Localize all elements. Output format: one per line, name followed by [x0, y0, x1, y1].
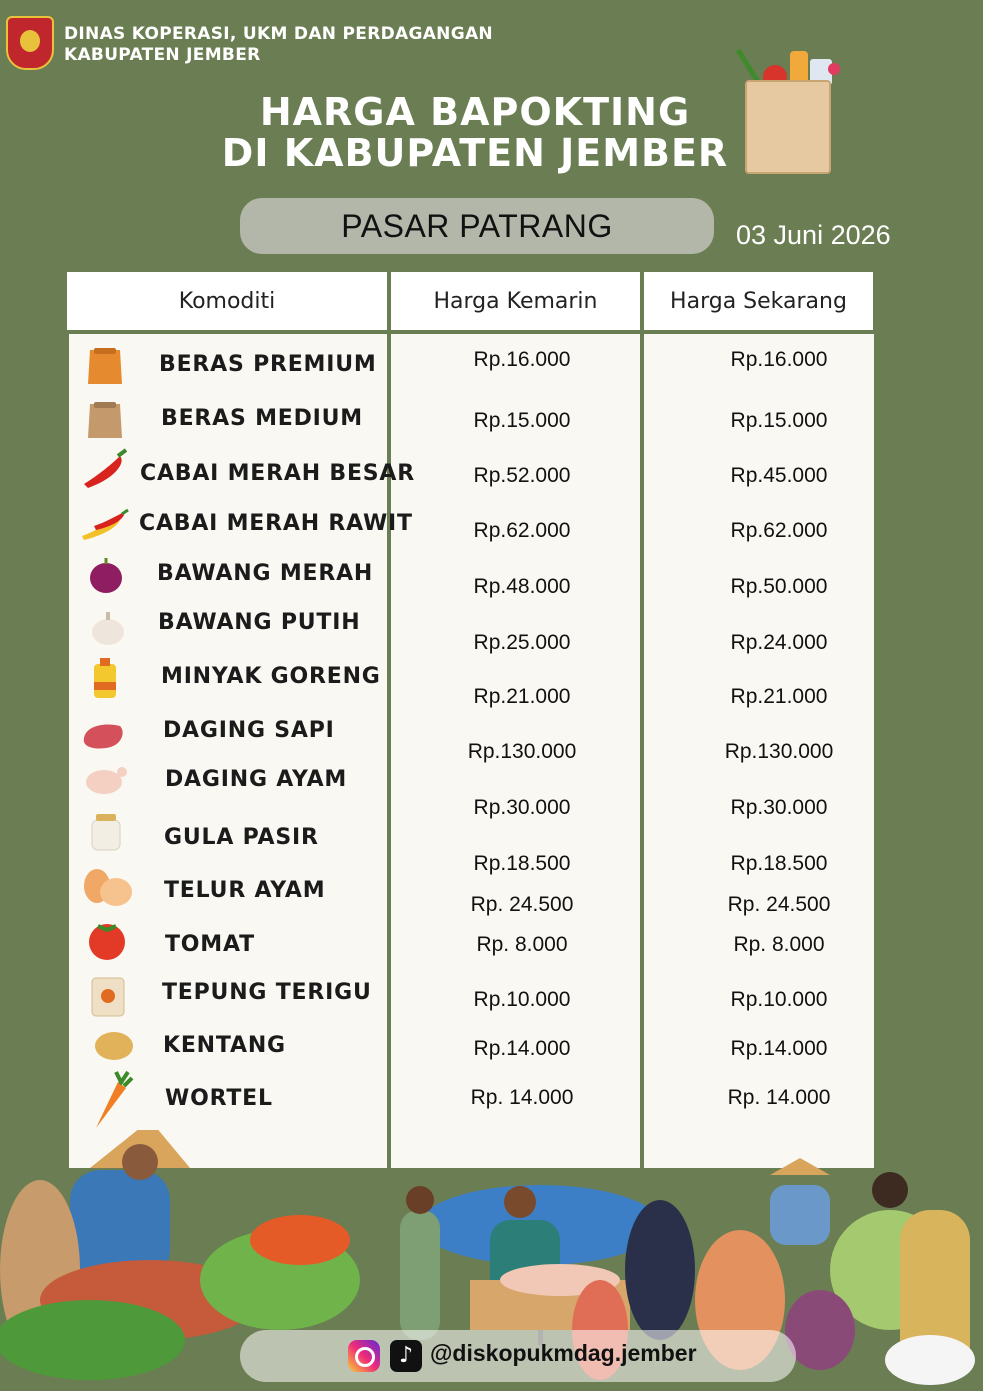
item-tomat: TOMAT: [165, 932, 255, 957]
price-sekarang: Rp. 14.000: [727, 1086, 831, 1109]
report-date: 03 Juni 2026: [736, 220, 891, 250]
rice-sack-icon: [84, 346, 126, 388]
price-sekarang: Rp.15.000: [730, 409, 828, 432]
social-handle: @diskopukmdag.jember: [430, 1340, 697, 1366]
item-telur-ayam: TELUR AYAM: [164, 878, 326, 903]
price-sekarang: Rp.62.000: [730, 519, 828, 542]
item-cabai-merah-rawit: CABAI MERAH RAWIT: [139, 511, 413, 536]
price-sekarang: Rp.18.500: [730, 852, 828, 875]
price-kemarin: Rp. 14.000: [470, 1086, 574, 1109]
item-cabai-merah-besar: CABAI MERAH BESAR: [140, 461, 415, 486]
grocery-bag-icon: [745, 80, 831, 174]
price-sekarang: Rp.24.000: [730, 631, 828, 654]
price-kemarin: Rp.48.000: [473, 575, 571, 598]
price-kemarin: Rp.62.000: [473, 519, 571, 542]
price-sekarang: Rp.16.000: [730, 348, 828, 371]
header-harga-kemarin: Harga Kemarin: [391, 272, 640, 330]
price-sekarang: Rp.130.000: [724, 740, 834, 763]
price-sekarang: Rp.21.000: [730, 685, 828, 708]
item-tepung-terigu: TEPUNG TERIGU: [162, 980, 372, 1005]
sugar-jar-icon: [88, 812, 124, 852]
price-kemarin: Rp. 8.000: [476, 933, 568, 956]
price-sekarang: Rp. 8.000: [733, 933, 825, 956]
item-kentang: KENTANG: [163, 1033, 286, 1058]
organization-name: [64, 24, 493, 66]
header-harga-sekarang: Harga Sekarang: [644, 272, 873, 330]
chili-rawit-icon: [78, 506, 130, 542]
red-onion-icon: [86, 556, 126, 596]
potato-icon: [92, 1028, 136, 1064]
price-kemarin: Rp.21.000: [473, 685, 571, 708]
tomato-icon: [84, 918, 130, 962]
org-line-1: DINAS KOPERASI, UKM DAN PERDAGANGAN: [64, 24, 493, 44]
title-line-1: HARGA BAPOKTING: [259, 90, 691, 134]
price-kemarin: Rp.18.500: [473, 852, 571, 875]
item-daging-ayam: DAGING AYAM: [165, 767, 348, 792]
title-line-2: DI KABUPATEN JEMBER: [221, 131, 729, 175]
egg-icon: [80, 866, 136, 908]
item-beras-premium: BERAS PREMIUM: [159, 352, 377, 377]
carrot-icon: [90, 1070, 134, 1132]
garlic-icon: [88, 608, 128, 648]
cooking-oil-icon: [90, 656, 120, 700]
price-sekarang: Rp.45.000: [730, 464, 828, 487]
chicken-icon: [82, 764, 128, 798]
beef-icon: [80, 720, 126, 750]
item-beras-medium: BERAS MEDIUM: [161, 406, 363, 431]
item-minyak-goreng: MINYAK GORENG: [161, 664, 381, 689]
item-gula-pasir: GULA PASIR: [164, 825, 319, 850]
price-sekarang: Rp.14.000: [730, 1037, 828, 1060]
price-kemarin: Rp.130.000: [467, 740, 577, 763]
item-bawang-putih: BAWANG PUTIH: [158, 610, 361, 635]
tiktok-icon: ♪: [390, 1340, 422, 1372]
item-bawang-merah: BAWANG MERAH: [157, 561, 374, 586]
page-title: [200, 92, 750, 174]
flour-bag-icon: [88, 972, 128, 1018]
item-wortel: WORTEL: [165, 1086, 273, 1111]
red-chili-icon: [80, 448, 130, 490]
price-kemarin: Rp. 24.500: [470, 893, 574, 916]
price-kemarin: Rp.15.000: [473, 409, 571, 432]
jember-logo: [6, 16, 54, 70]
rice-sack-icon: [84, 400, 126, 442]
price-kemarin: Rp.30.000: [473, 796, 571, 819]
org-line-2: KABUPATEN JEMBER: [64, 45, 261, 65]
price-kemarin: Rp.14.000: [473, 1037, 571, 1060]
price-kemarin: Rp.25.000: [473, 631, 571, 654]
price-sekarang: Rp.30.000: [730, 796, 828, 819]
price-kemarin: Rp.16.000: [473, 348, 571, 371]
price-sekarang: Rp. 24.500: [727, 893, 831, 916]
price-sekarang: Rp.10.000: [730, 988, 828, 1011]
price-sekarang: Rp.50.000: [730, 575, 828, 598]
header-komoditi: Komoditi: [67, 272, 387, 330]
price-kemarin: Rp.52.000: [473, 464, 571, 487]
instagram-icon: [348, 1340, 380, 1372]
market-name: PASAR PATRANG: [240, 198, 714, 254]
price-kemarin: Rp.10.000: [473, 988, 571, 1011]
item-daging-sapi: DAGING SAPI: [163, 718, 335, 743]
